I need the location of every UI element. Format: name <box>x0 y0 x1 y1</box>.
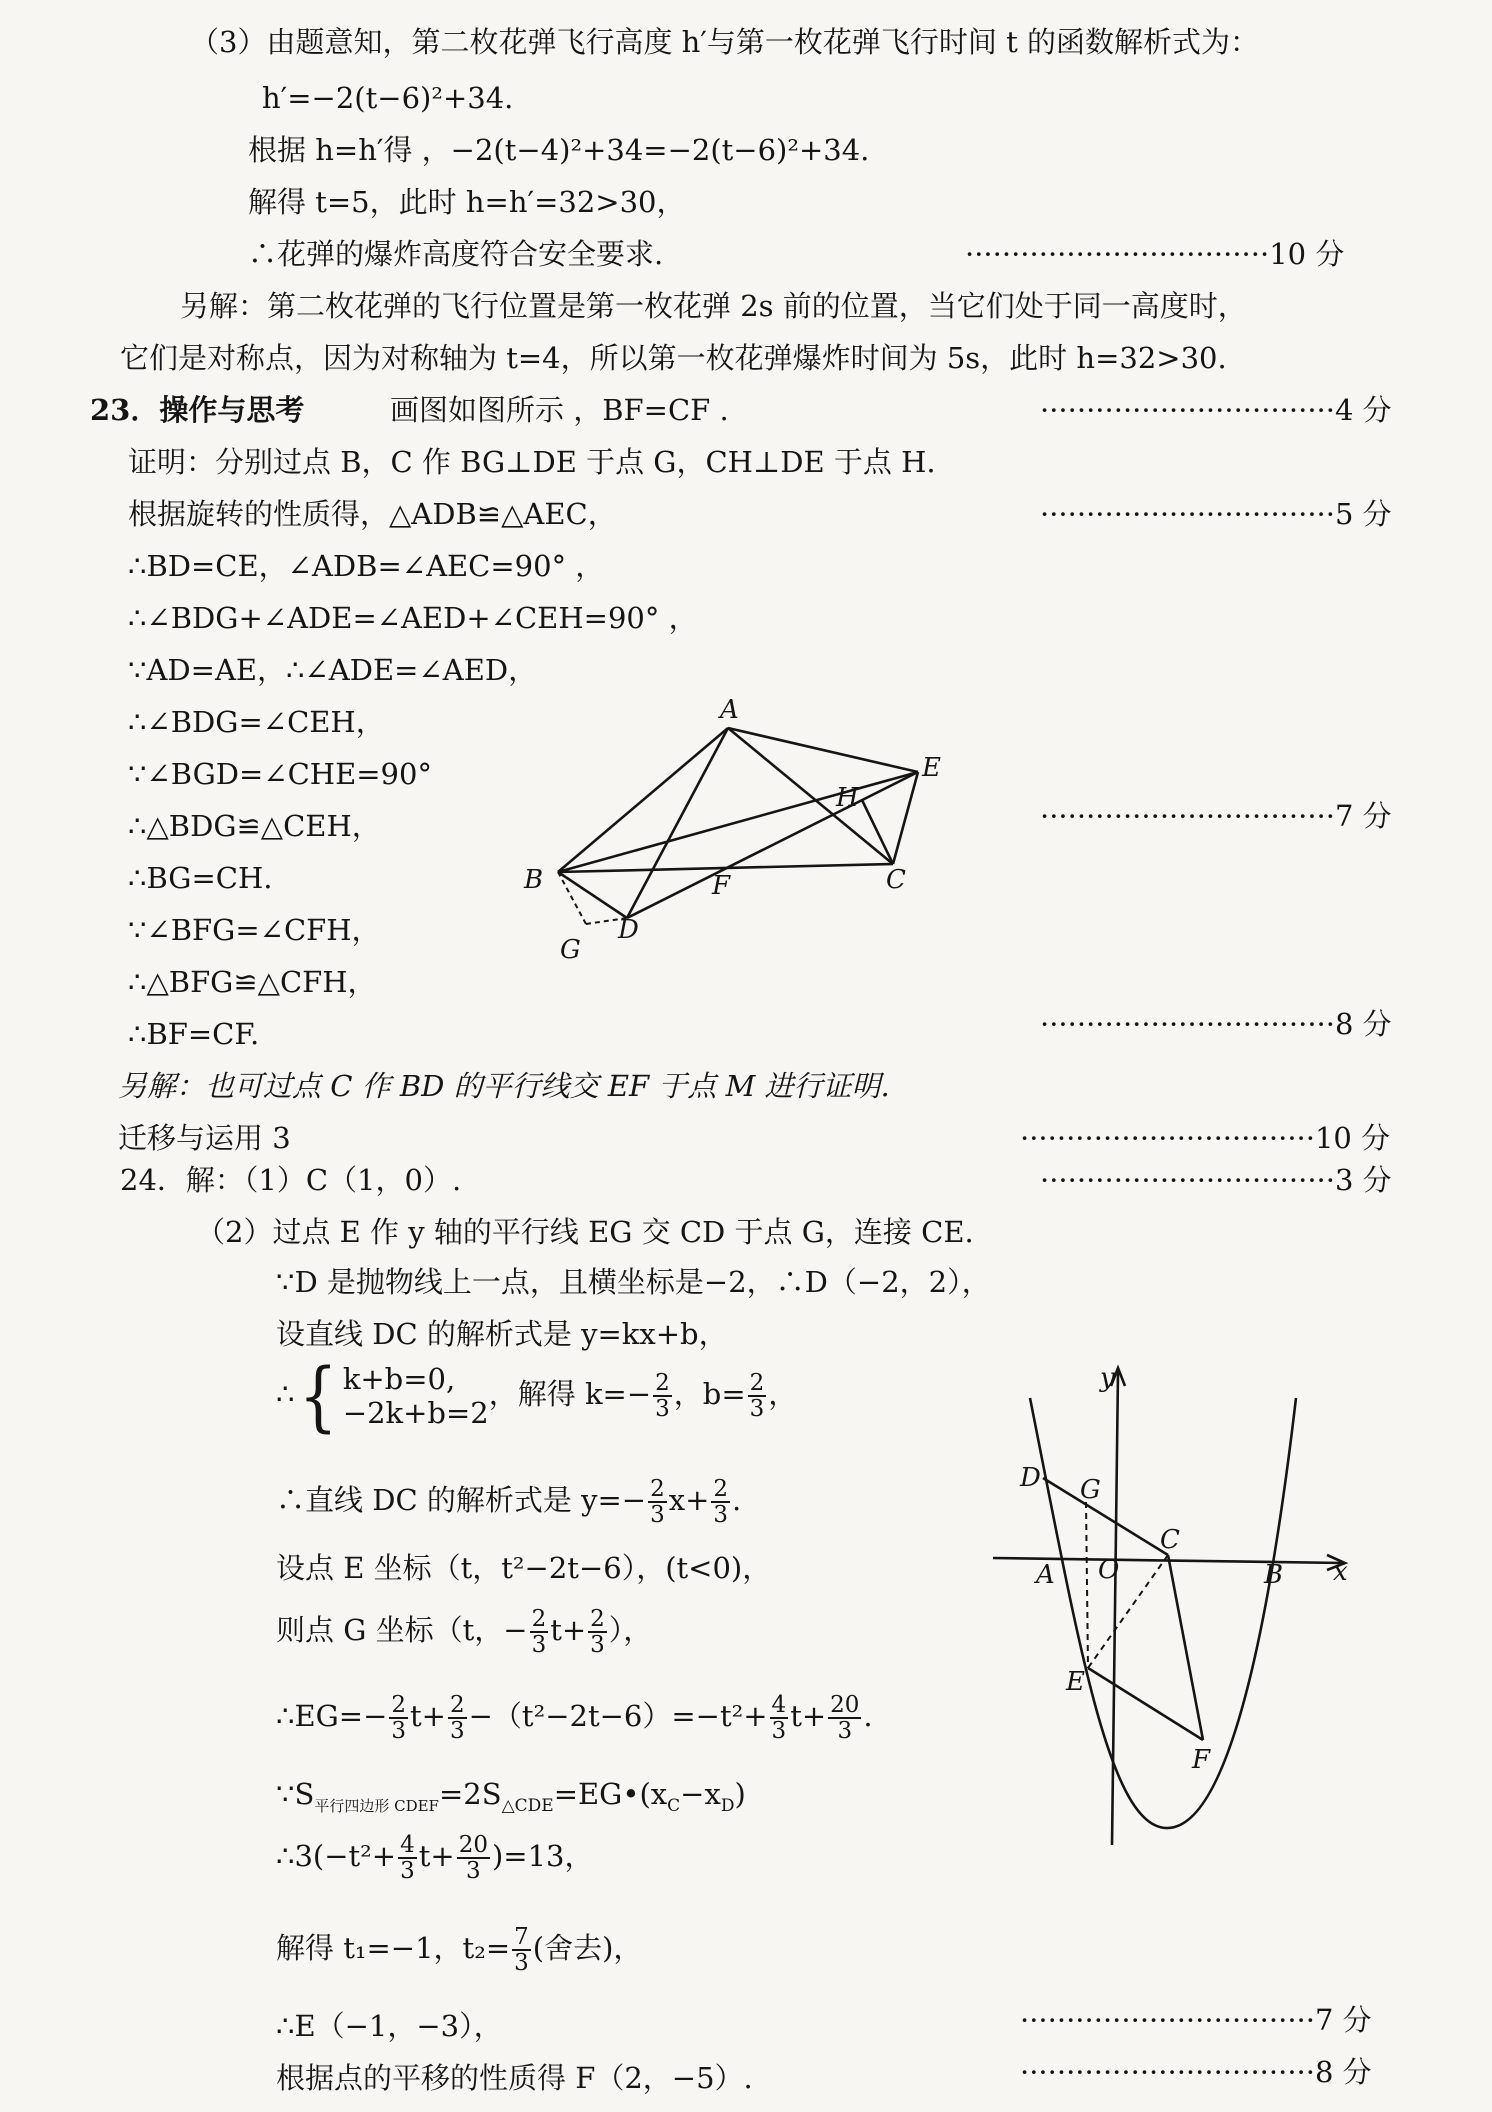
score-5: ································5 分 <box>1040 497 1392 531</box>
score-3: ································3 分 <box>1040 1163 1392 1197</box>
q22-result-line: 解得 t=5，此时 h=h′=32>30， <box>248 185 686 219</box>
q23-migration: 迁移与运用 3 <box>118 1121 291 1155</box>
q22-part3-line: （3）由题意知，第二枚花弹飞行高度 h′与第一枚花弹飞行时间 t 的函数解析式为： <box>190 25 1260 59</box>
q23-answer: 画图如图所示 ，BF=CF . <box>390 393 729 427</box>
q22-alt-line1: 另解：第二枚花弹的飞行位置是第一枚花弹 2s 前的位置，当它们处于同一高度时， <box>180 289 1247 323</box>
seg-AB <box>558 728 728 872</box>
q24-equation: ∴3(−t²+ $\frac{4}{3}$ t+ $\frac{20}{3}$ )=13， <box>276 1832 594 1884</box>
q22-alt-line2: 它们是对称点，因为对称轴为 t=4，所以第一枚花弹爆炸时间为 5s，此时 h=32>30. <box>120 341 1227 375</box>
q24-F-result: 根据点的平移的性质得 F（2，−5）. <box>276 2061 753 2095</box>
q23-proof-8: ∴△BDG≌△CEH， <box>128 809 381 843</box>
q24-line-D: ∵D 是抛物线上一点，且横坐标是−2，∴D（−2，2）， <box>276 1265 991 1299</box>
seg-BE <box>558 772 918 872</box>
label-x: x <box>1333 1557 1348 1587</box>
q23-proof-5: ∵AD=AE，∴∠ADE=∠AED， <box>128 653 538 687</box>
q22-conclusion: ∴花弹的爆炸高度符合安全要求. <box>248 237 664 271</box>
q22-equation: h′=−2(t−6)²+34. <box>262 81 514 115</box>
label-E: E <box>922 753 941 783</box>
q23-proof-10: ∵∠BFG=∠CFH， <box>128 913 381 947</box>
line-EG <box>1086 1502 1088 1668</box>
q23-proof-7: ∵∠BGD=∠CHE=90° <box>128 757 432 791</box>
q23-proof-1: 证明：分别过点 B，C 作 BG⊥DE 于点 G，CH⊥DE 于点 H. <box>128 445 936 479</box>
label-B: B <box>524 865 544 895</box>
seg-DE <box>627 772 918 918</box>
label-E: E <box>1066 1667 1085 1697</box>
label-A: A <box>1036 1560 1055 1590</box>
seg-CE <box>893 772 918 864</box>
label-D: D <box>1020 1463 1041 1493</box>
line-CF <box>1168 1555 1203 1740</box>
q23-alt: 另解：也可过点 C 作 BD 的平行线交 EF 于点 M 进行证明. <box>118 1069 890 1103</box>
q24-E-result: ∴E（−1，−3）， <box>276 2009 503 2043</box>
label-F: F <box>1192 1745 1211 1775</box>
q23-proof-11: ∴△BFG≌△CFH， <box>128 965 377 999</box>
score-8b: ································8 分 <box>1020 2055 1372 2089</box>
label-y: y <box>1100 1363 1115 1393</box>
line-EF <box>1088 1668 1203 1740</box>
label-G: G <box>1080 1475 1101 1505</box>
q23-figure <box>510 690 970 980</box>
q24-EG: ∴EG=− $\frac{2}{3}$ t+ $\frac{2}{3}$ −（t²−2t−6）=−t²+ $\frac{4}{3}$ t+ $\frac{20}{3}$ . <box>276 1692 873 1744</box>
line-DC <box>1043 1478 1168 1555</box>
q24-line-setup: 设直线 DC 的解析式是 y=kx+b， <box>276 1317 728 1351</box>
seg-CH <box>862 800 893 864</box>
q24-area: $\because S_{平行四边形 CDEF}=2S_{\triangle CDE}=EG•(x_C-x_D)$ <box>276 1777 746 1816</box>
label-D: D <box>618 915 639 945</box>
label-C: C <box>1160 1525 1180 1555</box>
q24-part2: （2）过点 E 作 y 轴的平行线 EG 交 CD 于点 G，连接 CE. <box>196 1215 974 1249</box>
label-F: F <box>712 871 731 901</box>
label-A: A <box>720 695 739 725</box>
score-10: ·································10 分 <box>965 237 1345 271</box>
score-4: ································4 分 <box>1040 393 1392 427</box>
score-8: ································8 分 <box>1040 1007 1392 1041</box>
label-C: C <box>886 865 906 895</box>
seg-BD <box>558 872 627 918</box>
q22-solve-line: 根据 h=h′得 ，−2(t−4)²+34=−2(t−6)²+34. <box>248 133 870 167</box>
q23-proof-12: ∴BF=CF. <box>128 1017 260 1051</box>
q24-solutions: 解得 t₁=−1，t₂= $\frac{7}{3}$ (舍去)， <box>276 1924 643 1976</box>
q23-proof-4: ∴∠BDG+∠ADE=∠AED+∠CEH=90° ， <box>128 601 698 635</box>
q24-point-G: 则点 G 坐标（t，− $\frac{2}{3}$ t+ $\frac{2}{3}$ ）， <box>276 1606 653 1658</box>
brace: { <box>299 1351 338 1440</box>
label-G: G <box>560 935 581 965</box>
label-O: O <box>1098 1555 1120 1585</box>
q24-part1: 24．解：（1）C（1，0）. <box>120 1163 462 1197</box>
q24-point-E: 设点 E 坐标（t，t²−2t−6），(t<0)， <box>276 1551 772 1585</box>
label-H: H <box>836 783 859 813</box>
score-10b: ································10 分 <box>1020 1121 1391 1155</box>
q23-proof-9: ∴BG=CH. <box>128 861 273 895</box>
q24-line-DC: ∴直线 DC 的解析式是 y=− $\frac{2}{3}$ x+ $\frac{2}{3}$ . <box>276 1476 742 1528</box>
q23-proof-3: ∴BD=CE，∠ADB=∠AEC=90° ， <box>128 549 605 583</box>
q23-proof-6: ∴∠BDG=∠CEH， <box>128 705 385 739</box>
q24-system: ∴{ k+b=0, −2k+b=2 ，解得 k=− $\frac{2}{3}$ ，b= $\frac{2}{3}$ ， <box>276 1351 798 1440</box>
label-B: B <box>1264 1560 1284 1590</box>
score-7b: ································7 分 <box>1020 2003 1372 2037</box>
q24-figure <box>975 1350 1365 1860</box>
q23-proof-2: 根据旋转的性质得，△ADB≌△AEC， <box>128 497 617 531</box>
parabola <box>1030 1398 1296 1828</box>
q23-heading: 23．操作与思考 <box>90 393 305 427</box>
score-7: ································7 分 <box>1040 799 1392 833</box>
